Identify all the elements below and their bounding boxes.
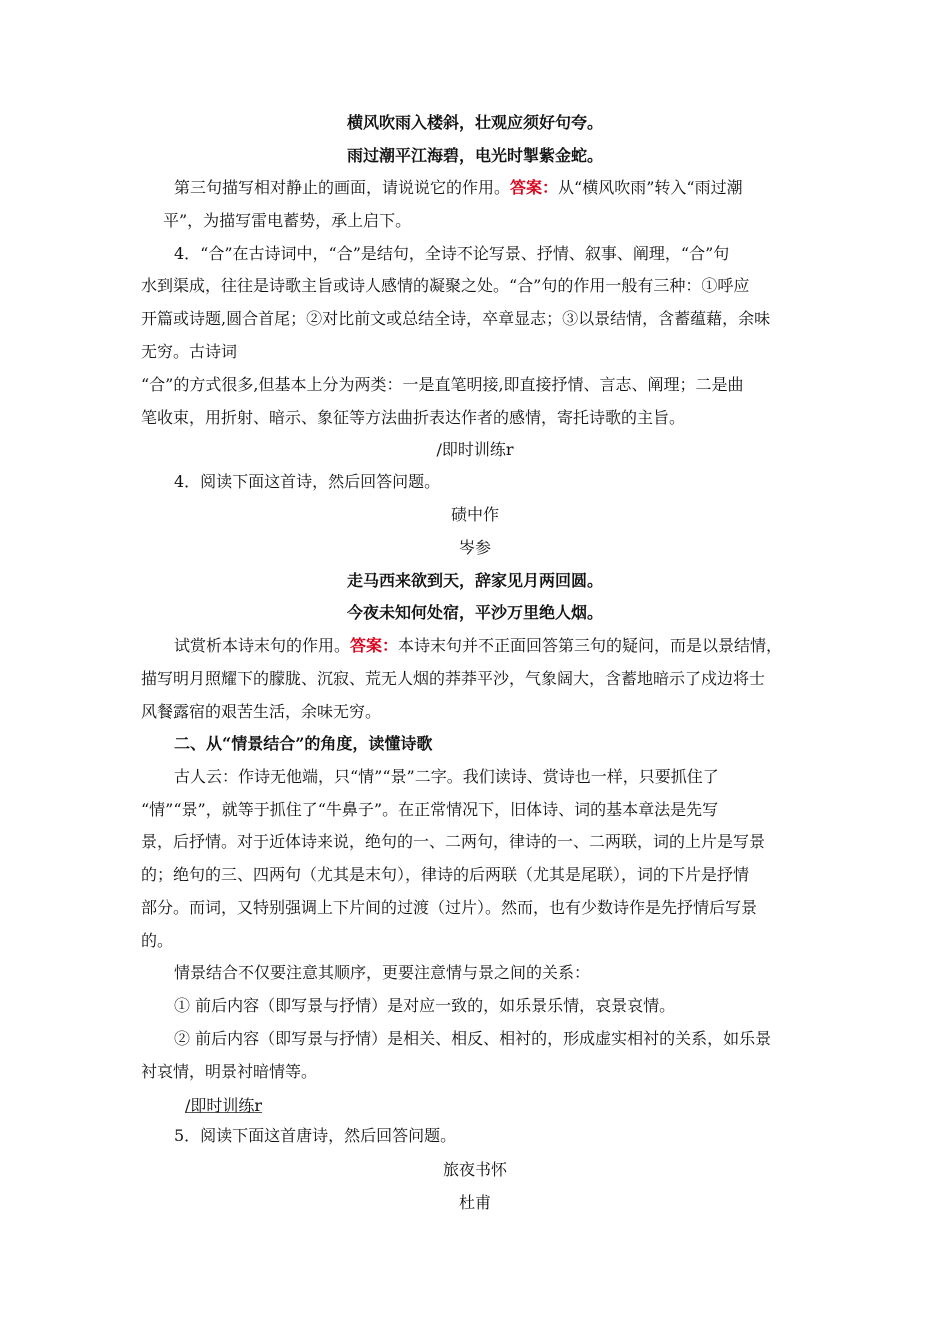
poem1-line2: 雨过潮平江海碧，电光时掣紫金蛇。 xyxy=(346,146,603,165)
point4-line3: 开篇或诗题,圆合首尾；②对比前文或总结全诗，卒章显志；③以景结情，含蓄蕴藉，余味 xyxy=(141,309,771,328)
point4-line2: 水到渠成，往往是诗歌主旨或诗人感情的凝聚之处。“合”句的作用一般有三种：①呼应 xyxy=(141,276,750,295)
q3-line1 xyxy=(174,178,743,198)
section2-p1-line3: 景，后抒情。对于近体诗来说，绝句的一、二两句，律诗的一、二两联，词的上片是写景 xyxy=(141,832,766,851)
training1-answer-label: 答案： xyxy=(350,636,399,655)
q3-prompt: 第三句描写相对静止的画面，请说说它的作用。 xyxy=(174,178,511,197)
training1-poem-title: 碛中作 xyxy=(450,505,499,524)
training1-poem-line1: 走马西来欲到天，辞家见月两回圆。 xyxy=(346,571,603,590)
point4-line6: 笔收束，用折射、暗示、象征等方法曲折表达作者的感情，寄托诗歌的主旨。 xyxy=(141,408,686,427)
training1-poem-line2: 今夜未知何处宿，平沙万里绝人烟。 xyxy=(346,603,603,622)
training1-heading: /即时训练r xyxy=(436,440,514,459)
training2-heading: /即时训练r xyxy=(185,1096,263,1115)
training1-question: 4．阅读下面这首诗，然后回答问题。 xyxy=(174,472,441,491)
section2-p1-line5: 部分。而词，又特别强调上下片间的过渡（过片）。然而，也有少数诗作是先抒情后写景 xyxy=(141,898,758,917)
training1-answer-line1 xyxy=(174,636,782,656)
section2-item2-line2: 衬哀情，明景衬暗情等。 xyxy=(141,1062,318,1081)
point4-line4: 无穷。古诗词 xyxy=(141,342,238,361)
section2-heading: 二、从“情景结合”的角度，读懂诗歌 xyxy=(174,734,433,753)
point4-line1: 4．“合”在古诗词中，“合”是结句，全诗不论写景、抒情、叙事、阐理，“合”句 xyxy=(174,244,730,263)
q3-answer-label: 答案： xyxy=(510,178,559,197)
training1-prompt: 试赏析本诗末句的作用。 xyxy=(174,636,351,655)
section2-item1: ① 前后内容（即写景与抒情）是对应一致的，如乐景乐情，哀景哀情。 xyxy=(174,996,676,1015)
training2-poem-author: 杜甫 xyxy=(458,1193,491,1212)
section2-p1-line2: “情”“景”，就等于抓住了“牛鼻子”。在正常情况下，旧体诗、词的基本章法是先写 xyxy=(141,800,719,819)
point4-line5: “合”的方式很多,但基本上分为两类：一是直笔明接,即直接抒情、言志、阐理；二是曲 xyxy=(141,375,744,394)
training1-poem-author: 岑参 xyxy=(458,538,491,557)
section2-p1-line1: 古人云：作诗无他端，只“情”“景”二字。我们读诗、赏诗也一样，只要抓住了 xyxy=(174,767,719,786)
training1-answer-c: 风餐露宿的艰苦生活，余味无穷。 xyxy=(141,702,382,721)
q3-answer-a: 从“横风吹雨”转入“雨过潮 xyxy=(558,178,743,197)
training2-question: 5．阅读下面这首唐诗，然后回答问题。 xyxy=(174,1126,457,1145)
training1-answer-a: 本诗末句并不正面回答第三句的疑问，而是以景结情， xyxy=(398,636,783,655)
training1-answer-b: 描写明月照耀下的朦胧、沉寂、荒无人烟的莽莽平沙，气象阔大，含蓄地暗示了戍边将士 xyxy=(141,669,766,688)
training2-poem-title: 旅夜书怀 xyxy=(442,1160,507,1179)
section2-item2-line1: ② 前后内容（即写景与抒情）是相关、相反、相衬的，形成虚实相衬的关系，如乐景 xyxy=(174,1029,772,1048)
section2-p2: 情景结合不仅要注意其顺序，更要注意情与景之间的关系： xyxy=(174,963,591,982)
section2-p1-line4: 的；绝句的三、四两句（尤其是末句），律诗的后两联（尤其是尾联），词的下片是抒情 xyxy=(141,865,750,884)
section2-p1-line6: 的。 xyxy=(141,931,174,950)
q3-answer-b: 平”，为描写雷电蓄势，承上启下。 xyxy=(163,211,412,230)
poem1-line1: 横风吹雨入楼斜，壮观应须好句夸。 xyxy=(346,113,603,132)
